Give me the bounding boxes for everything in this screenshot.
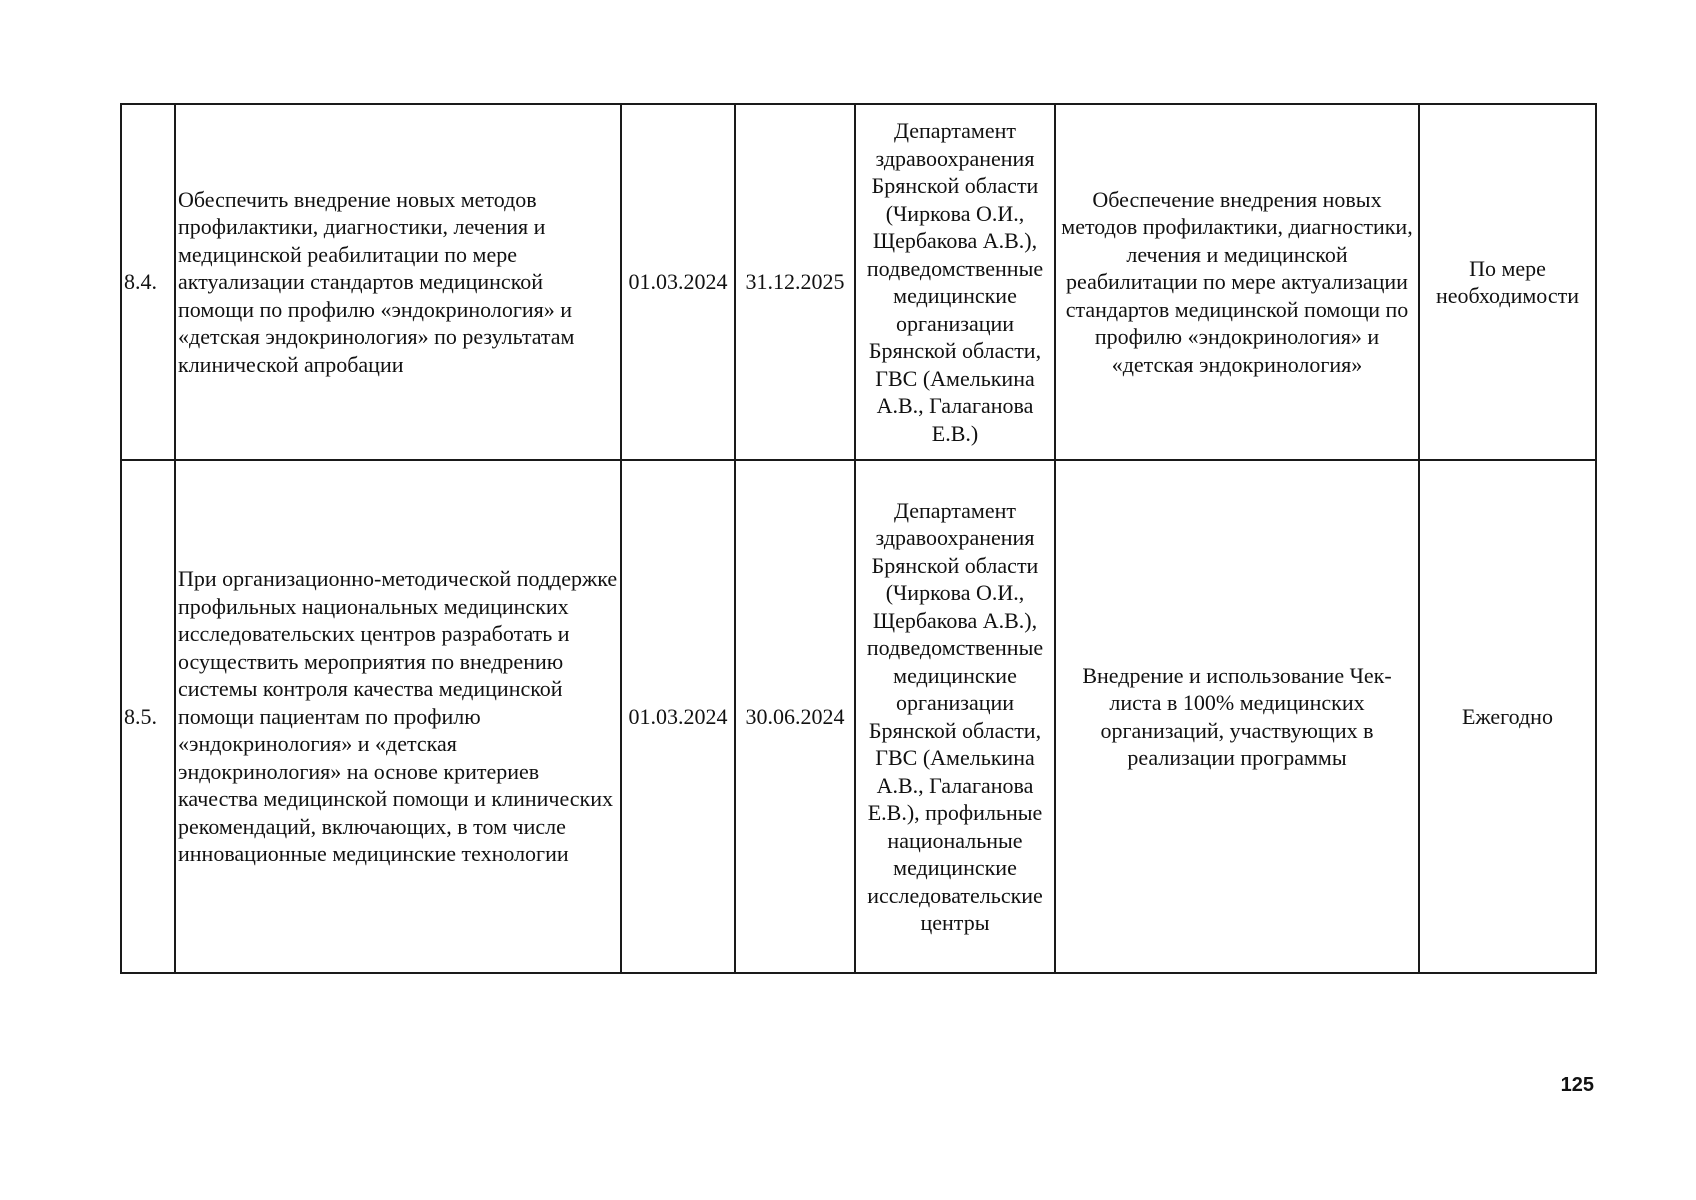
start-date: 01.03.2024	[621, 104, 735, 460]
start-date: 01.03.2024	[621, 460, 735, 973]
periodicity: По мере необходимости	[1419, 104, 1596, 460]
end-date: 30.06.2024	[735, 460, 855, 973]
table-row	[121, 104, 1596, 460]
row-number: 8.5.	[121, 460, 175, 973]
row-number: 8.4.	[121, 104, 175, 460]
expected-result: Внедрение и использование Чек-листа в 100% медицинских организаций, участвующих в реализации программы	[1055, 460, 1419, 973]
expected-result: Обеспечение внедрения новых методов профилактики, диагностики, лечения и медицинской реабилитации по мере актуализации стандартов медицинской помощи по профилю «эндокринология» и «детская эндокринология»	[1055, 104, 1419, 460]
end-date: 31.12.2025	[735, 104, 855, 460]
table-row	[121, 460, 1596, 973]
page-number: 125	[1560, 1074, 1594, 1096]
task-description: При организационно-методической поддержке профильных национальных медицинских исследовательских центров разработать и осуществить мероприятия по внедрению системы контроля качества медицинской помощи пациентам по профилю «эндокринология» и «детская эндокринология» на основе критериев качества медицинской помощи и клинических рекомендаций, включающих, в том числе инновационные медицинские технологии	[175, 460, 621, 973]
responsible-executors: Департамент здравоохранения Брянской области (Чиркова О.И., Щербакова А.В.), подведомственные медицинские организации Брянской области, ГВС (Амелькина А.В., Галаганова Е.В.), профильные национальные медицинские исследовательские центры	[855, 460, 1055, 973]
periodicity: Ежегодно	[1419, 460, 1596, 973]
plan-table	[120, 103, 1597, 974]
task-description: Обеспечить внедрение новых методов профилактики, диагностики, лечения и медицинской реабилитации по мере актуализации стандартов медицинской помощи по профилю «эндокринология» и «детская эндокринология» по результатам клинической апробации	[175, 104, 621, 460]
responsible-executors: Департамент здравоохранения Брянской области (Чиркова О.И., Щербакова А.В.), подведомственные медицинские организации Брянской области, ГВС (Амелькина А.В., Галаганова Е.В.)	[855, 104, 1055, 460]
